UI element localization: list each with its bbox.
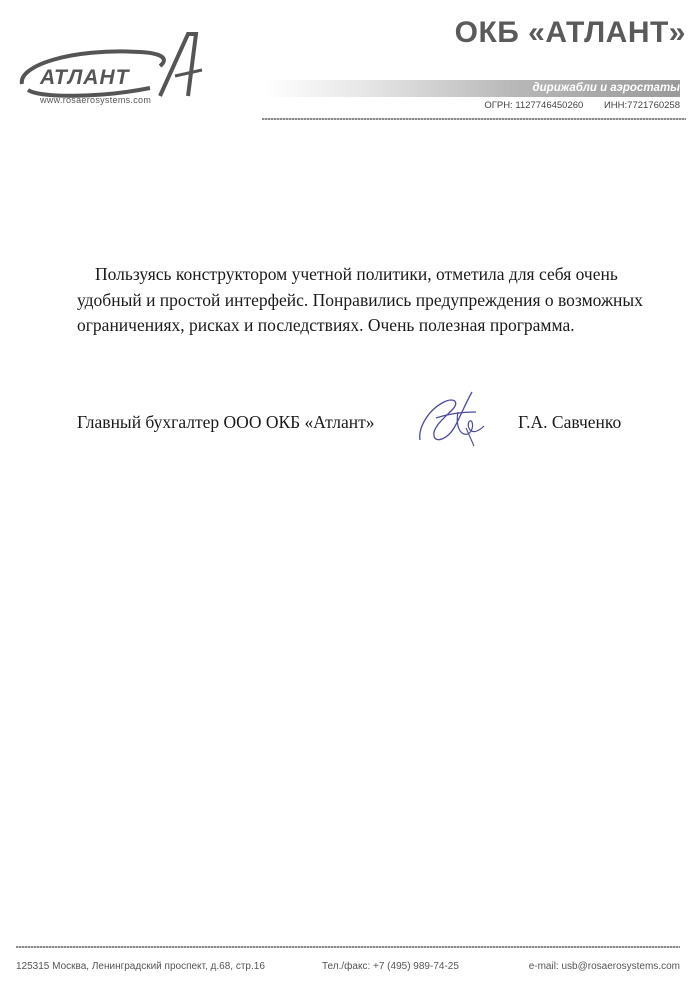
registration-line <box>466 100 680 111</box>
footer-address: 125315 Москва, Ленинградский проспект, д.68, стр.16 <box>16 961 265 972</box>
site-url: www.rosaerosystems.com <box>40 95 152 105</box>
footer-divider <box>16 946 680 948</box>
footer-email: e-mail: usb@rosaerosystems.com <box>528 961 680 972</box>
signatory-title: Главный бухгалтер ООО ОКБ «Атлант» <box>77 412 375 432</box>
footer-phone: Тел./факс: +7 (495) 989-74-25 <box>322 961 459 972</box>
tagline-bar <box>262 80 680 97</box>
logo-wordmark: АТЛАНТ <box>40 66 130 89</box>
ogrn-number: ОГРН: 1127746450260 <box>484 100 584 111</box>
inn-number: ИНН:7721760258 <box>603 100 680 111</box>
company-name: ОКБ «АТЛАНТ» <box>454 16 686 49</box>
letter-body: Пользуясь конструктором учетной политики, отметила для себя очень удобный и простой интерфейс. Понравились предупреждения о возможных ограничениях, рисках и последствиях. Очень полезная программа. <box>77 264 643 335</box>
signatory-name: Г.А. Савченко <box>518 412 622 432</box>
handwritten-signature <box>414 388 494 450</box>
tagline: дирижабли и аэростаты <box>532 82 680 94</box>
header-divider <box>262 118 686 120</box>
